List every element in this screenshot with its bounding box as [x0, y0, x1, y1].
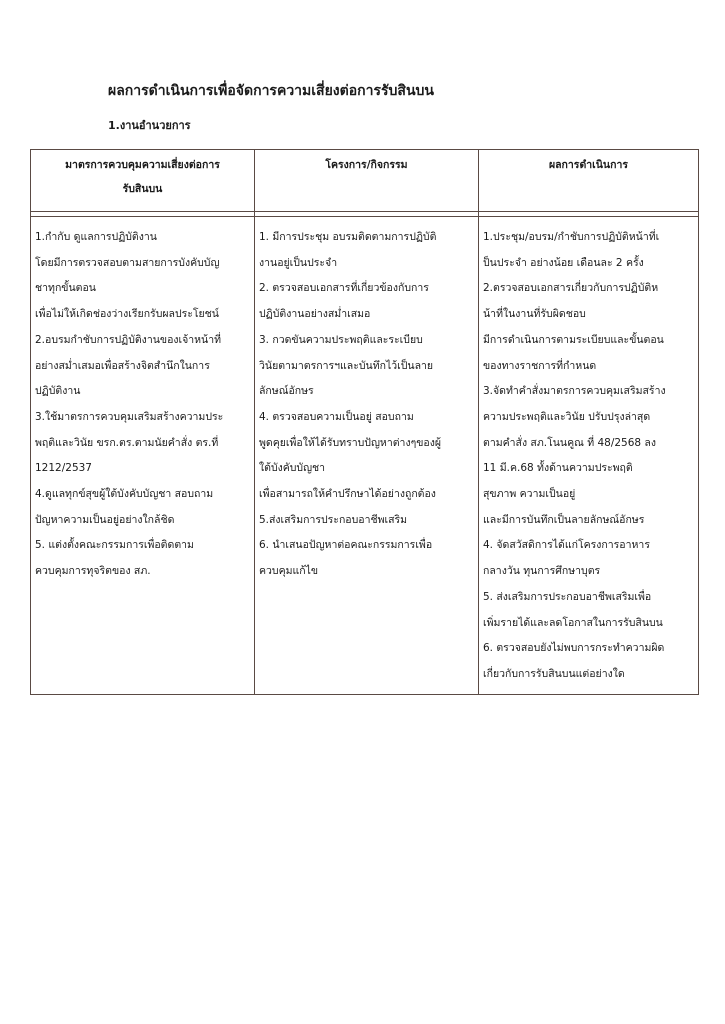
table-cell-line: 1. มีการประชุม อบรมติดตามการปฏิบัติ: [259, 231, 437, 243]
table-cell-line: ลักษณ์อักษร: [259, 385, 314, 398]
table-cell-line: 4.ดูแลทุกข์สุขผู้ใต้บังคับบัญชา สอบถาม: [35, 488, 214, 501]
table-body-row: [31, 217, 699, 695]
table-cell-line: งานอยู่เป็นประจำ: [259, 256, 338, 269]
table-cell-line: วินัยตามาตรการฯและบันทึกไว้เป็นลาย: [259, 359, 434, 372]
header-results: ผลการดำเนินการ: [479, 150, 699, 212]
table-cell-line: 4. จัดสวัสดิการได้แก่โครงการอาหาร: [483, 539, 650, 552]
cell-projects-activities: [255, 217, 479, 695]
table-cell-line: ปฏิบัติงาน: [35, 385, 81, 398]
table-cell-line: 3.ใช้มาตรการควบคุมเสริมสร้างความประ: [35, 410, 224, 423]
table-cell-line: ปฏิบัติงานอย่างสม่ำเสมอ: [259, 308, 371, 321]
table-cell-line: เพื่อไม่ให้เกิดช่องว่างเรียกรับผลประโยชน์: [35, 308, 219, 321]
risk-management-table: [30, 149, 699, 695]
table-cell-line: 5.ส่งเสริมการประกอบอาชีพเสริม: [259, 513, 408, 526]
table-cell-line: น้าที่ในงานที่รับผิดชอบ: [483, 308, 586, 321]
table-cell-line: ปัญหาความเป็นอยู่อย่างใกล้ชิด: [35, 513, 175, 526]
cell-results: [479, 217, 699, 695]
table-cell-line: 1.ประชุม/อบรม/กำชับการปฏิบัติหน้าที่เ: [483, 231, 660, 243]
table-cell-line: 6. นำเสนอปัญหาต่อคณะกรรมการเพื่อ: [259, 539, 433, 552]
table-cell-line: 2.อบรมกำชับการปฏิบัติงานของเจ้าหน้าที่: [35, 333, 222, 346]
table-cell-line: 11 มี.ค.68 ทั้งด้านความประพฤติ: [483, 462, 633, 475]
table-cell-line: 2. ตรวจสอบเอกสารที่เกี่ยวข้องกับการ: [259, 282, 429, 295]
table-cell-line: พฤติและวินัย ขรก.ตร.ตามนัยคำสั่ง ตร.ที่: [35, 436, 219, 449]
table-cell-line: เพิ่มรายได้และลดโอกาสในการรับสินบน: [483, 616, 663, 629]
table-cell-line: 3.จัดทำคำสั่งมาตรการควบคุมเสริมสร้าง: [483, 385, 666, 398]
table-cell-line: อย่างสม่ำเสมอเพื่อสร้างจิตสำนึกในการ: [35, 359, 210, 372]
results-content: [479, 217, 698, 694]
table-cell-line: สุขภาพ ความเป็นอยู่: [483, 488, 576, 501]
header-projects-activities: โครงการ/กิจกรรม: [255, 150, 479, 212]
table-cell-line: มีการดำเนินการตามระเบียบและขั้นตอน: [483, 333, 664, 346]
table-cell-line: และมีการบันทึกเป็นลายลักษณ์อักษร: [483, 513, 645, 526]
table-cell-line: โดยมีการตรวจสอบตามสายการบังคับบัญ: [35, 256, 220, 269]
table-cell-line: 5. ส่งเสริมการประกอบอาชีพเสริมเพื่อ: [483, 590, 652, 603]
document-title: ผลการดำเนินการเพื่อจัดการความเสี่ยงต่อการรับสินบน: [108, 83, 434, 99]
table-cell-line: ควบคุมการทุจริตของ สภ.: [35, 565, 151, 578]
section-title: 1.งานอำนวยการ: [108, 119, 191, 132]
table-cell-line: เพื่อสามารถให้คำปรึกษาได้อย่างถูกต้อง: [259, 488, 436, 501]
table-cell-line: 2.ตรวจสอบเอกสารเกี่ยวกับการปฏิบัติห: [483, 282, 659, 295]
projects-activities-content: [255, 217, 478, 591]
risk-measures-content: [31, 217, 254, 591]
table-cell-line: 1.กำกับ ดูแลการปฏิบัติงาน: [35, 231, 157, 243]
table-cell-line: 3. กวดขันความประพฤติและระเบียบ: [259, 333, 423, 346]
table-cell-line: ความประพฤติและวินัย ปรับปรุงล่าสุด: [483, 410, 651, 423]
cell-risk-measures: [31, 217, 255, 695]
header-risk-measures: มาตรการควบคุมความเสี่ยงต่อการรับสินบน: [31, 150, 255, 212]
table-cell-line: 4. ตรวจสอบความเป็นอยู่ สอบถาม: [259, 410, 414, 423]
table-cell-line: 1212/2537: [35, 462, 92, 475]
table-cell-line: ของทางราชการที่กำหนด: [483, 359, 597, 372]
table-cell-line: ควบคุมแก้ไข: [259, 565, 319, 578]
table-cell-line: พูดคุยเพื่อให้ได้รับทราบปัญหาต่างๆของผู้: [259, 436, 441, 449]
table-cell-line: 5. แต่งตั้งคณะกรรมการเพื่อติดตาม: [35, 539, 194, 552]
table-header-row: [31, 150, 699, 212]
table-cell-line: เกี่ยวกับการรับสินบนแต่อย่างใด: [483, 667, 625, 680]
table-cell-line: ตามคำสั่ง สภ.โนนคูณ ที่ 48/2568 ลง: [483, 436, 656, 449]
table-cell-line: 6. ตรวจสอบยังไม่พบการกระทำความผิด: [483, 642, 665, 655]
table-cell-line: ใต้บังคับบัญชา: [259, 462, 326, 475]
table-cell-line: ชาทุกขั้นตอน: [35, 282, 96, 295]
table-cell-line: กลางวัน ทุนการศึกษาบุตร: [483, 565, 601, 578]
table-cell-line: ป็นประจำ อย่างน้อย เดือนละ 2 ครั้ง: [483, 256, 644, 269]
